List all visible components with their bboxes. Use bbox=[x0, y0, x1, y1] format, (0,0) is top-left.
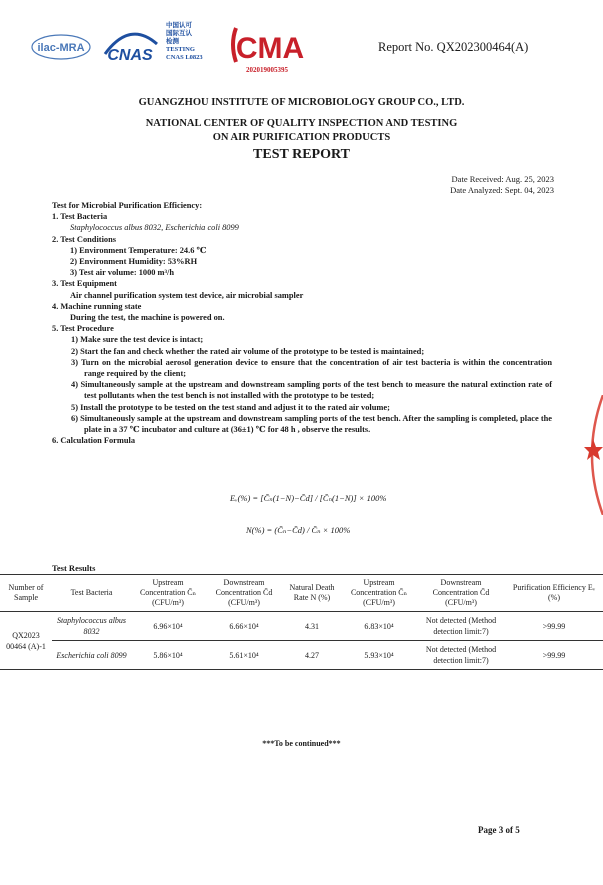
cma-number: 202019005395 bbox=[246, 66, 288, 74]
sample-number: QX2023 00464 (A)-1 bbox=[0, 612, 52, 670]
section-title: Test for Microbial Purification Efficiency: bbox=[52, 201, 203, 210]
row2-downstream-1: 5.61×10⁴ bbox=[205, 641, 283, 670]
row1-upstream-2: 6.83×10⁴ bbox=[341, 612, 417, 641]
continued-note: ***To be continued*** bbox=[262, 739, 341, 748]
table-row bbox=[0, 641, 603, 670]
header-sample: Number of Sample bbox=[0, 575, 52, 612]
row1-upstream-1: 6.96×10⁴ bbox=[131, 612, 205, 641]
row1-downstream-1: 6.66×10⁴ bbox=[205, 612, 283, 641]
machine-state-heading: 4. Machine running state bbox=[52, 301, 142, 311]
bacteria-heading: 1. Test Bacteria bbox=[52, 212, 108, 222]
procedure-heading: 5. Test Procedure bbox=[52, 324, 114, 334]
center-line-2: ON AIR PURIFICATION PRODUCTS bbox=[212, 132, 391, 143]
condition-air-volume: 3) Test air volume: 1000 m³/h bbox=[70, 268, 175, 278]
cma-logo bbox=[228, 24, 304, 70]
page-number: Page 3 of 5 bbox=[478, 825, 520, 835]
results-header-row bbox=[0, 575, 603, 612]
cma-text: CMA bbox=[235, 32, 304, 65]
formula-efficiency: Eᵥ(%) = [C̄ₙ(1−N)−C̄d] / [C̄ₙ(1−N)] × 100% bbox=[230, 493, 387, 503]
row1-death-rate: 4.31 bbox=[283, 612, 341, 641]
header-death-rate: Natural Death Rate N (%) bbox=[283, 575, 341, 612]
condition-temperature: 1) Environment Temperature: 24.6 ℃ bbox=[70, 245, 207, 255]
results-title: Test Results bbox=[52, 563, 96, 573]
row2-efficiency: >99.99 bbox=[505, 641, 603, 670]
row2-bacteria: Escherichia coli 8099 bbox=[52, 641, 131, 670]
equipment-value: Air channel purification system test device, air microbial sampler bbox=[70, 290, 304, 300]
conditions-heading: 2. Test Conditions bbox=[52, 234, 116, 244]
center-name bbox=[0, 117, 603, 145]
header-downstream-1: Downstream Concentration C̄d (CFU/m³) bbox=[205, 575, 283, 612]
machine-state-value: During the test, the machine is powered on. bbox=[70, 313, 225, 323]
ilac-text: ilac-MRA bbox=[37, 42, 85, 54]
procedure-step-3: 3) Turn on the microbial aerosol generation device to ensure that the concentration of air test bacteria is within the concentration range required by the client; bbox=[71, 357, 552, 379]
center-line-1: NATIONAL CENTER OF QUALITY INSPECTION AND TESTING bbox=[145, 118, 458, 129]
procedure-step-6: 6) Simultaneously sample at the upstream and downstream sampling ports of the test bench. After the sampling is completed, place the plate in a 37 ℃ incubator and culture at (36±1) ℃ for 48 h , observe the results. bbox=[71, 413, 552, 435]
date-analyzed: Date Analyzed: Sept. 04, 2023 bbox=[450, 185, 554, 195]
table-row bbox=[0, 612, 603, 641]
institute-name: GUANGZHOU INSTITUTE OF MICROBIOLOGY GROUP CO., LTD. bbox=[138, 97, 465, 108]
formula-death-rate: N(%) = (C̄ₙ−C̄d) / C̄ₙ × 100% bbox=[246, 525, 351, 535]
bacteria-value: Staphylococcus albus 8032, Escherichia coli 8099 bbox=[70, 223, 239, 233]
row2-downstream-2: Not detected (Method detection limit:7) bbox=[417, 641, 505, 670]
row2-death-rate: 4.27 bbox=[283, 641, 341, 670]
cnas-line-4: TESTING bbox=[166, 46, 195, 53]
row1-bacteria: Staphylococcus albus 8032 bbox=[52, 612, 131, 641]
report-number: Report No. QX202300464(A) bbox=[378, 40, 529, 54]
official-seal-fragment bbox=[577, 395, 603, 515]
report-title: TEST REPORT bbox=[253, 147, 350, 162]
results-table bbox=[0, 574, 603, 670]
cnas-accreditation-text bbox=[166, 22, 203, 62]
procedure-step-2: 2) Start the fan and check whether the rated air volume of the prototype to be tested is maintained; bbox=[71, 346, 425, 356]
cnas-line-1: 中国认可 bbox=[166, 22, 192, 29]
test-description bbox=[52, 200, 552, 446]
row1-downstream-2: Not detected (Method detection limit:7) bbox=[417, 612, 505, 641]
cnas-line-3: 检测 bbox=[166, 38, 179, 45]
dates-block bbox=[450, 174, 554, 196]
row2-upstream-1: 5.86×10⁴ bbox=[131, 641, 205, 670]
row1-efficiency: >99.99 bbox=[505, 612, 603, 641]
header-efficiency: Purification Efficiency Eᵥ (%) bbox=[505, 575, 603, 612]
cnas-logo bbox=[99, 26, 161, 70]
header-upstream-1: Upstream Concentration C̄ₙ (CFU/m³) bbox=[131, 575, 205, 612]
equipment-heading: 3. Test Equipment bbox=[52, 279, 117, 289]
cnas-line-2: 国际互认 bbox=[166, 30, 192, 37]
condition-humidity: 2) Environment Humidity: 53%RH bbox=[70, 257, 198, 267]
cnas-text: CNAS bbox=[107, 47, 153, 64]
date-received: Date Received: Aug. 25, 2023 bbox=[451, 174, 554, 184]
header-bacteria: Test Bacteria bbox=[52, 575, 131, 612]
ilac-mra-logo bbox=[30, 32, 92, 62]
procedure-step-4: 4) Simultaneously sample at the upstream and downstream sampling ports of the test bench to measure the natural extinction rate of test pollutants when the test bench is not installed with the prototype to be tested; bbox=[71, 380, 552, 401]
header-downstream-2: Downstream Concentration C̄d (CFU/m³) bbox=[417, 575, 505, 612]
header-upstream-2: Upstream Concentration C̄ₙ (CFU/m³) bbox=[341, 575, 417, 612]
row2-upstream-2: 5.93×10⁴ bbox=[341, 641, 417, 670]
procedure-step-5: 5) Install the prototype to be tested on the test stand and adjust it to the rated air volume; bbox=[71, 402, 390, 412]
cnas-line-5: CNAS L0823 bbox=[166, 54, 203, 61]
calculation-heading: 6. Calculation Formula bbox=[52, 436, 136, 446]
procedure-step-1: 1) Make sure the test device is intact; bbox=[71, 335, 204, 345]
